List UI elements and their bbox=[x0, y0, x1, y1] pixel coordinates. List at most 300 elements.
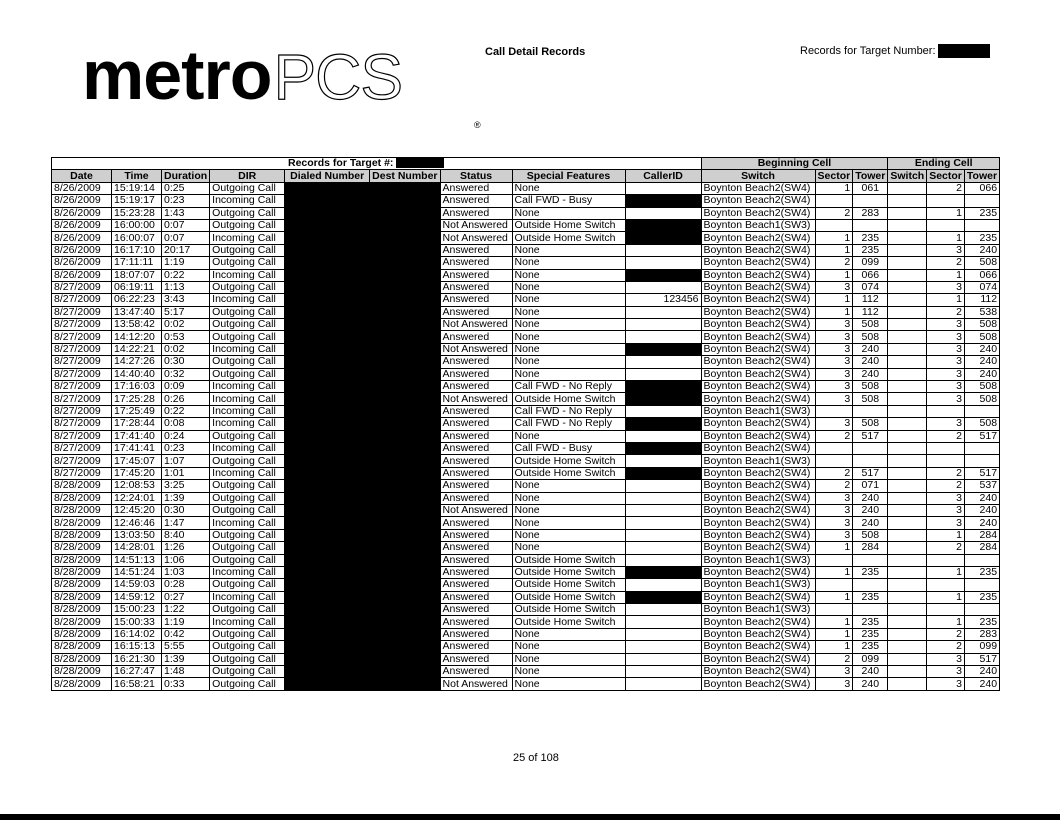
begin-tower-cell: 240 bbox=[853, 356, 888, 368]
direction-cell: Incoming Call bbox=[210, 591, 285, 603]
begin-sector-cell bbox=[815, 554, 853, 566]
dialed-number-cell bbox=[285, 381, 370, 393]
status-cell: Answered bbox=[440, 257, 512, 269]
special-features-cell: None bbox=[512, 356, 625, 368]
date-cell: 8/27/2009 bbox=[52, 294, 112, 306]
end-tower-cell: 240 bbox=[964, 244, 999, 256]
special-features-cell: None bbox=[512, 492, 625, 504]
status-cell: Answered bbox=[440, 455, 512, 467]
dialed-number-cell bbox=[285, 529, 370, 541]
date-cell: 8/27/2009 bbox=[52, 368, 112, 380]
begin-tower-cell: 508 bbox=[853, 331, 888, 343]
date-cell: 8/28/2009 bbox=[52, 666, 112, 678]
date-cell: 8/28/2009 bbox=[52, 554, 112, 566]
callerid-cell bbox=[625, 430, 701, 442]
end-tower-cell: 284 bbox=[964, 542, 999, 554]
table-row bbox=[52, 281, 1000, 293]
call-detail-table bbox=[51, 157, 1000, 691]
duration-cell: 0:08 bbox=[162, 418, 210, 430]
end-tower-cell: 235 bbox=[964, 591, 999, 603]
duration-cell: 0:02 bbox=[162, 343, 210, 355]
end-tower-cell: 517 bbox=[964, 467, 999, 479]
end-sector-cell: 3 bbox=[927, 343, 965, 355]
table-row bbox=[52, 368, 1000, 380]
end-switch-cell bbox=[888, 343, 927, 355]
begin-tower-cell: 508 bbox=[853, 319, 888, 331]
time-cell: 12:46:46 bbox=[112, 517, 162, 529]
table-row bbox=[52, 331, 1000, 343]
dialed-number-cell bbox=[285, 492, 370, 504]
column-header: Duration bbox=[162, 170, 210, 182]
begin-sector-cell bbox=[815, 405, 853, 417]
callerid-cell bbox=[625, 418, 701, 430]
begin-sector-cell: 2 bbox=[815, 430, 853, 442]
date-cell: 8/27/2009 bbox=[52, 331, 112, 343]
duration-cell: 5:17 bbox=[162, 306, 210, 318]
table-row bbox=[52, 455, 1000, 467]
dialed-number-cell bbox=[285, 294, 370, 306]
callerid-cell: 123456 bbox=[625, 294, 701, 306]
end-switch-cell bbox=[888, 232, 927, 244]
date-cell: 8/28/2009 bbox=[52, 604, 112, 616]
duration-cell: 1:19 bbox=[162, 616, 210, 628]
date-cell: 8/27/2009 bbox=[52, 442, 112, 454]
dialed-number-cell bbox=[285, 331, 370, 343]
begin-switch-cell: Boynton Beach2(SW4) bbox=[701, 343, 815, 355]
begin-tower-cell: 240 bbox=[853, 678, 888, 690]
dest-number-cell bbox=[370, 591, 440, 603]
duration-cell: 3:43 bbox=[162, 294, 210, 306]
direction-cell: Incoming Call bbox=[210, 467, 285, 479]
status-cell: Answered bbox=[440, 182, 512, 194]
end-tower-cell bbox=[964, 579, 999, 591]
direction-cell: Incoming Call bbox=[210, 418, 285, 430]
dest-number-cell bbox=[370, 666, 440, 678]
begin-sector-cell: 1 bbox=[815, 306, 853, 318]
begin-switch-cell: Boynton Beach2(SW4) bbox=[701, 430, 815, 442]
begin-sector-cell: 3 bbox=[815, 666, 853, 678]
begin-sector-cell: 3 bbox=[815, 331, 853, 343]
callerid-cell bbox=[625, 604, 701, 616]
begin-tower-cell: 074 bbox=[853, 281, 888, 293]
table-row bbox=[52, 653, 1000, 665]
special-features-cell: None bbox=[512, 678, 625, 690]
dest-number-cell bbox=[370, 269, 440, 281]
time-cell: 16:58:21 bbox=[112, 678, 162, 690]
end-switch-cell bbox=[888, 504, 927, 516]
status-cell: Answered bbox=[440, 628, 512, 640]
special-features-cell: Call FWD - No Reply bbox=[512, 405, 625, 417]
table-row bbox=[52, 244, 1000, 256]
end-sector-cell: 3 bbox=[927, 393, 965, 405]
direction-cell: Outgoing Call bbox=[210, 331, 285, 343]
begin-tower-cell bbox=[853, 405, 888, 417]
end-sector-cell bbox=[927, 219, 965, 231]
time-cell: 15:19:17 bbox=[112, 195, 162, 207]
dest-number-cell bbox=[370, 343, 440, 355]
begin-switch-cell: Boynton Beach2(SW4) bbox=[701, 591, 815, 603]
special-features-cell: None bbox=[512, 319, 625, 331]
callerid-cell bbox=[625, 554, 701, 566]
begin-tower-cell: 240 bbox=[853, 492, 888, 504]
status-cell: Answered bbox=[440, 281, 512, 293]
begin-tower-cell bbox=[853, 442, 888, 454]
status-cell: Answered bbox=[440, 467, 512, 479]
table-row bbox=[52, 529, 1000, 541]
callerid-cell bbox=[625, 579, 701, 591]
dest-number-cell bbox=[370, 306, 440, 318]
callerid-cell bbox=[625, 591, 701, 603]
begin-tower-cell: 508 bbox=[853, 393, 888, 405]
callerid-cell bbox=[625, 467, 701, 479]
begin-tower-cell: 235 bbox=[853, 244, 888, 256]
end-switch-cell bbox=[888, 418, 927, 430]
begin-tower-cell: 099 bbox=[853, 257, 888, 269]
special-features-cell: Outside Home Switch bbox=[512, 232, 625, 244]
begin-tower-cell: 240 bbox=[853, 666, 888, 678]
date-cell: 8/27/2009 bbox=[52, 418, 112, 430]
begin-switch-cell: Boynton Beach2(SW4) bbox=[701, 616, 815, 628]
begin-switch-cell: Boynton Beach1(SW3) bbox=[701, 455, 815, 467]
end-sector-cell: 3 bbox=[927, 319, 965, 331]
begin-sector-cell: 2 bbox=[815, 467, 853, 479]
status-cell: Answered bbox=[440, 244, 512, 256]
end-switch-cell bbox=[888, 442, 927, 454]
dest-number-cell bbox=[370, 566, 440, 578]
time-cell: 14:12:20 bbox=[112, 331, 162, 343]
end-tower-cell: 112 bbox=[964, 294, 999, 306]
end-switch-cell bbox=[888, 554, 927, 566]
table-row bbox=[52, 381, 1000, 393]
time-cell: 17:41:41 bbox=[112, 442, 162, 454]
end-sector-cell: 2 bbox=[927, 430, 965, 442]
status-cell: Answered bbox=[440, 306, 512, 318]
status-cell: Answered bbox=[440, 653, 512, 665]
dialed-number-cell bbox=[285, 641, 370, 653]
special-features-cell: None bbox=[512, 480, 625, 492]
direction-cell: Outgoing Call bbox=[210, 666, 285, 678]
direction-cell: Outgoing Call bbox=[210, 641, 285, 653]
status-cell: Not Answered bbox=[440, 678, 512, 690]
end-sector-cell: 2 bbox=[927, 641, 965, 653]
special-features-cell: None bbox=[512, 182, 625, 194]
begin-sector-cell: 1 bbox=[815, 542, 853, 554]
end-switch-cell bbox=[888, 678, 927, 690]
end-switch-cell bbox=[888, 529, 927, 541]
callerid-cell bbox=[625, 195, 701, 207]
metropcs-logo bbox=[82, 36, 480, 130]
dialed-number-cell bbox=[285, 269, 370, 281]
direction-cell: Incoming Call bbox=[210, 566, 285, 578]
direction-cell: Outgoing Call bbox=[210, 306, 285, 318]
begin-switch-cell: Boynton Beach2(SW4) bbox=[701, 294, 815, 306]
time-cell: 16:17:10 bbox=[112, 244, 162, 256]
target-number-header bbox=[800, 44, 990, 58]
duration-cell: 1:22 bbox=[162, 604, 210, 616]
dest-number-cell bbox=[370, 480, 440, 492]
column-header-row bbox=[52, 170, 1000, 182]
begin-switch-cell: Boynton Beach2(SW4) bbox=[701, 269, 815, 281]
dest-number-cell bbox=[370, 356, 440, 368]
table-row bbox=[52, 554, 1000, 566]
dest-number-cell bbox=[370, 641, 440, 653]
direction-cell: Outgoing Call bbox=[210, 653, 285, 665]
end-tower-cell: 240 bbox=[964, 356, 999, 368]
date-cell: 8/26/2009 bbox=[52, 182, 112, 194]
end-tower-cell: 508 bbox=[964, 393, 999, 405]
time-cell: 17:41:40 bbox=[112, 430, 162, 442]
time-cell: 17:45:07 bbox=[112, 455, 162, 467]
begin-switch-cell: Boynton Beach2(SW4) bbox=[701, 529, 815, 541]
end-switch-cell bbox=[888, 356, 927, 368]
duration-cell: 0:28 bbox=[162, 579, 210, 591]
begin-tower-cell: 508 bbox=[853, 381, 888, 393]
end-tower-cell bbox=[964, 455, 999, 467]
begin-sector-cell bbox=[815, 579, 853, 591]
date-cell: 8/26/2009 bbox=[52, 207, 112, 219]
time-cell: 12:45:20 bbox=[112, 504, 162, 516]
begin-switch-cell: Boynton Beach2(SW4) bbox=[701, 281, 815, 293]
table-row bbox=[52, 343, 1000, 355]
end-switch-cell bbox=[888, 616, 927, 628]
begin-sector-cell bbox=[815, 455, 853, 467]
end-switch-cell bbox=[888, 517, 927, 529]
special-features-cell: Outside Home Switch bbox=[512, 467, 625, 479]
table-row bbox=[52, 591, 1000, 603]
begin-sector-cell bbox=[815, 219, 853, 231]
direction-cell: Outgoing Call bbox=[210, 480, 285, 492]
begin-sector-cell: 3 bbox=[815, 368, 853, 380]
begin-tower-cell bbox=[853, 219, 888, 231]
date-cell: 8/26/2009 bbox=[52, 232, 112, 244]
time-cell: 17:45:20 bbox=[112, 467, 162, 479]
column-header: Date bbox=[52, 170, 112, 182]
begin-sector-cell: 3 bbox=[815, 381, 853, 393]
status-cell: Not Answered bbox=[440, 232, 512, 244]
status-cell: Answered bbox=[440, 207, 512, 219]
end-sector-cell: 3 bbox=[927, 517, 965, 529]
direction-cell: Outgoing Call bbox=[210, 579, 285, 591]
duration-cell: 1:43 bbox=[162, 207, 210, 219]
end-switch-cell bbox=[888, 542, 927, 554]
special-features-cell: None bbox=[512, 207, 625, 219]
time-cell: 16:00:07 bbox=[112, 232, 162, 244]
direction-cell: Outgoing Call bbox=[210, 207, 285, 219]
dialed-number-cell bbox=[285, 232, 370, 244]
begin-tower-cell bbox=[853, 554, 888, 566]
begin-sector-cell: 3 bbox=[815, 418, 853, 430]
end-switch-cell bbox=[888, 195, 927, 207]
date-cell: 8/26/2009 bbox=[52, 269, 112, 281]
end-tower-cell bbox=[964, 405, 999, 417]
callerid-cell bbox=[625, 641, 701, 653]
end-switch-cell bbox=[888, 244, 927, 256]
table-top-header bbox=[52, 158, 1000, 170]
callerid-cell bbox=[625, 356, 701, 368]
begin-sector-cell: 3 bbox=[815, 281, 853, 293]
end-sector-cell: 3 bbox=[927, 418, 965, 430]
dest-number-cell bbox=[370, 294, 440, 306]
end-tower-cell: 283 bbox=[964, 628, 999, 640]
direction-cell: Incoming Call bbox=[210, 232, 285, 244]
date-cell: 8/27/2009 bbox=[52, 393, 112, 405]
callerid-cell bbox=[625, 492, 701, 504]
table-row bbox=[52, 269, 1000, 281]
callerid-cell bbox=[625, 455, 701, 467]
duration-cell: 0:07 bbox=[162, 219, 210, 231]
special-features-cell: Outside Home Switch bbox=[512, 591, 625, 603]
begin-switch-cell: Boynton Beach2(SW4) bbox=[701, 678, 815, 690]
date-cell: 8/28/2009 bbox=[52, 653, 112, 665]
end-tower-cell: 074 bbox=[964, 281, 999, 293]
begin-tower-cell: 508 bbox=[853, 418, 888, 430]
special-features-cell: Outside Home Switch bbox=[512, 579, 625, 591]
end-sector-cell: 3 bbox=[927, 368, 965, 380]
date-cell: 8/27/2009 bbox=[52, 319, 112, 331]
duration-cell: 0:07 bbox=[162, 232, 210, 244]
special-features-cell: None bbox=[512, 430, 625, 442]
table-row bbox=[52, 666, 1000, 678]
status-cell: Answered bbox=[440, 418, 512, 430]
callerid-cell bbox=[625, 616, 701, 628]
direction-cell: Incoming Call bbox=[210, 343, 285, 355]
begin-sector-cell: 1 bbox=[815, 294, 853, 306]
dialed-number-cell bbox=[285, 678, 370, 690]
begin-switch-cell: Boynton Beach2(SW4) bbox=[701, 653, 815, 665]
dialed-number-cell bbox=[285, 628, 370, 640]
date-cell: 8/28/2009 bbox=[52, 591, 112, 603]
date-cell: 8/27/2009 bbox=[52, 343, 112, 355]
column-header: Dialed Number bbox=[285, 170, 370, 182]
column-header: Sector bbox=[815, 170, 853, 182]
time-cell: 18:07:07 bbox=[112, 269, 162, 281]
dest-number-cell bbox=[370, 393, 440, 405]
begin-tower-cell: 112 bbox=[853, 294, 888, 306]
special-features-cell: None bbox=[512, 542, 625, 554]
end-tower-cell: 066 bbox=[964, 182, 999, 194]
time-cell: 14:28:01 bbox=[112, 542, 162, 554]
begin-tower-cell bbox=[853, 579, 888, 591]
duration-cell: 8:40 bbox=[162, 529, 210, 541]
begin-tower-cell: 071 bbox=[853, 480, 888, 492]
direction-cell: Outgoing Call bbox=[210, 492, 285, 504]
callerid-cell bbox=[625, 219, 701, 231]
begin-sector-cell bbox=[815, 442, 853, 454]
end-tower-cell: 240 bbox=[964, 517, 999, 529]
table-row bbox=[52, 566, 1000, 578]
direction-cell: Incoming Call bbox=[210, 442, 285, 454]
begin-sector-cell bbox=[815, 195, 853, 207]
dest-number-cell bbox=[370, 492, 440, 504]
dialed-number-cell bbox=[285, 566, 370, 578]
begin-switch-cell: Boynton Beach2(SW4) bbox=[701, 566, 815, 578]
callerid-cell bbox=[625, 442, 701, 454]
begin-sector-cell: 3 bbox=[815, 517, 853, 529]
dialed-number-cell bbox=[285, 368, 370, 380]
end-switch-cell bbox=[888, 219, 927, 231]
begin-sector-cell: 1 bbox=[815, 628, 853, 640]
begin-tower-cell: 283 bbox=[853, 207, 888, 219]
begin-switch-cell: Boynton Beach2(SW4) bbox=[701, 257, 815, 269]
time-cell: 14:51:24 bbox=[112, 566, 162, 578]
date-cell: 8/28/2009 bbox=[52, 517, 112, 529]
time-cell: 17:25:28 bbox=[112, 393, 162, 405]
duration-cell: 0:22 bbox=[162, 269, 210, 281]
date-cell: 8/28/2009 bbox=[52, 480, 112, 492]
duration-cell: 1:39 bbox=[162, 492, 210, 504]
end-switch-cell bbox=[888, 492, 927, 504]
time-cell: 16:00:00 bbox=[112, 219, 162, 231]
callerid-cell bbox=[625, 232, 701, 244]
begin-sector-cell: 2 bbox=[815, 257, 853, 269]
end-switch-cell bbox=[888, 628, 927, 640]
special-features-cell: Call FWD - Busy bbox=[512, 195, 625, 207]
end-tower-cell: 517 bbox=[964, 653, 999, 665]
beginning-cell-header: Beginning Cell bbox=[701, 158, 888, 170]
dest-number-cell bbox=[370, 579, 440, 591]
time-cell: 17:11:11 bbox=[112, 257, 162, 269]
end-tower-cell: 240 bbox=[964, 368, 999, 380]
callerid-cell bbox=[625, 504, 701, 516]
table-row bbox=[52, 393, 1000, 405]
begin-sector-cell: 1 bbox=[815, 616, 853, 628]
special-features-cell: None bbox=[512, 244, 625, 256]
end-switch-cell bbox=[888, 269, 927, 281]
table-row bbox=[52, 319, 1000, 331]
begin-switch-cell: Boynton Beach2(SW4) bbox=[701, 542, 815, 554]
end-tower-cell: 284 bbox=[964, 529, 999, 541]
begin-switch-cell: Boynton Beach1(SW3) bbox=[701, 604, 815, 616]
end-switch-cell bbox=[888, 467, 927, 479]
begin-tower-cell: 235 bbox=[853, 628, 888, 640]
callerid-cell bbox=[625, 480, 701, 492]
callerid-cell bbox=[625, 628, 701, 640]
table-row bbox=[52, 418, 1000, 430]
direction-cell: Outgoing Call bbox=[210, 319, 285, 331]
begin-tower-cell: 112 bbox=[853, 306, 888, 318]
dialed-number-cell bbox=[285, 182, 370, 194]
status-cell: Answered bbox=[440, 195, 512, 207]
begin-sector-cell: 1 bbox=[815, 641, 853, 653]
table-row bbox=[52, 430, 1000, 442]
end-sector-cell: 3 bbox=[927, 331, 965, 343]
dest-number-cell bbox=[370, 244, 440, 256]
date-cell: 8/27/2009 bbox=[52, 430, 112, 442]
dialed-number-cell bbox=[285, 517, 370, 529]
end-tower-cell: 538 bbox=[964, 306, 999, 318]
callerid-cell bbox=[625, 542, 701, 554]
end-tower-cell: 240 bbox=[964, 504, 999, 516]
end-switch-cell bbox=[888, 591, 927, 603]
duration-cell: 0:32 bbox=[162, 368, 210, 380]
end-tower-cell: 240 bbox=[964, 492, 999, 504]
end-switch-cell bbox=[888, 641, 927, 653]
time-cell: 13:58:42 bbox=[112, 319, 162, 331]
table-row bbox=[52, 257, 1000, 269]
table-body bbox=[52, 182, 1000, 690]
duration-cell: 0:53 bbox=[162, 331, 210, 343]
dest-number-cell bbox=[370, 430, 440, 442]
status-cell: Answered bbox=[440, 294, 512, 306]
direction-cell: Outgoing Call bbox=[210, 542, 285, 554]
begin-tower-cell: 061 bbox=[853, 182, 888, 194]
dialed-number-cell bbox=[285, 504, 370, 516]
dest-number-cell bbox=[370, 554, 440, 566]
begin-sector-cell: 3 bbox=[815, 356, 853, 368]
time-cell: 14:59:12 bbox=[112, 591, 162, 603]
date-cell: 8/28/2009 bbox=[52, 616, 112, 628]
date-cell: 8/27/2009 bbox=[52, 455, 112, 467]
